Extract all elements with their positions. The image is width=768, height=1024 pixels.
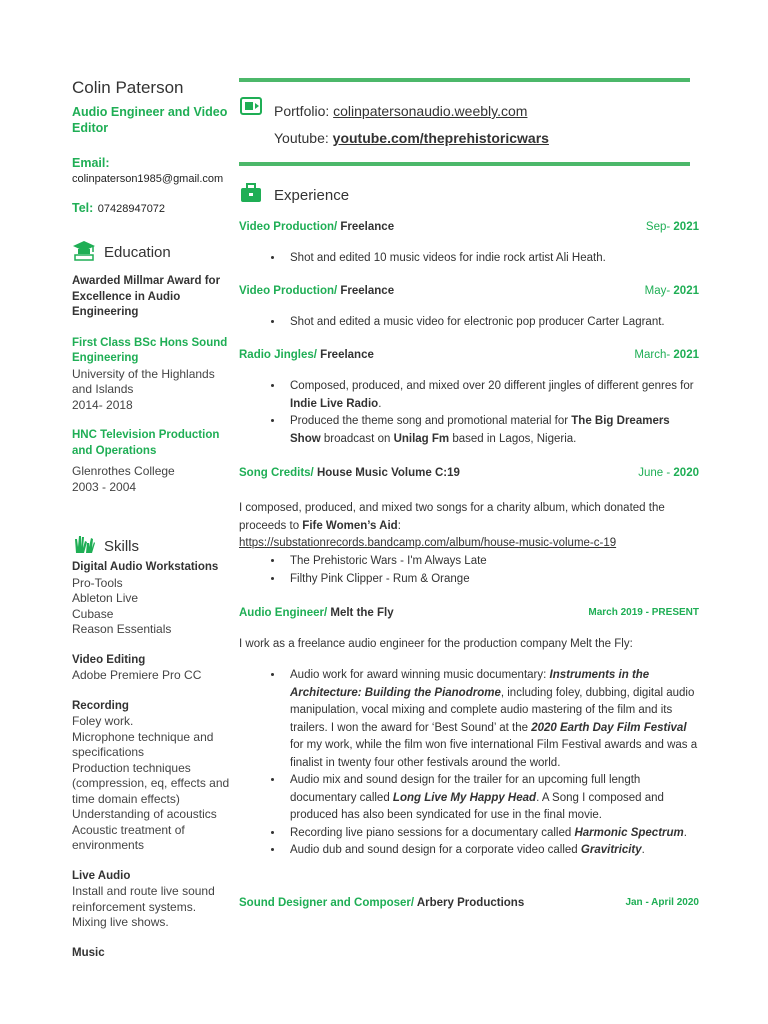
job-header [239,285,699,297]
job-bullet: • Audio mix and sound design for the trailer for an upcoming full length documentary called Long Live My Happy Head. A Song I composed and produced has also been syndicated for use in the final movie. [284,772,700,825]
daw-item: Ableton Live [72,591,139,605]
education-award: Awarded Millmar Award for Excellence in Audio Engineering [72,275,221,318]
daw-item: Cubase [72,606,114,621]
skills-heading [72,533,232,560]
job-date: Jan - April 2020 [625,897,699,908]
job-month: Sep- [645,221,671,233]
graduation-cap-icon [72,239,96,266]
job-year: 2021 [673,349,699,361]
job-month: March- [634,349,671,361]
job-bullet: • Audio work for award winning music documentary: Instruments in the Architecture: Building the Pianodrome, including foley, dubbing, digital audio manipulation, vocal mixing and complete audio mastering of the film and its trailers. I won the award for ‘Best Sound’ at the 2020 Earth Day Film Festival for my work, while the film won five international Film Festival awards and was a finalist in twenty four other festivals around the world. [284,667,700,772]
youtube-line [274,130,549,146]
job-header [239,349,699,361]
song-item: • Filthy Pink Clipper - Rum & Orange [284,571,700,589]
daw-item: Pro-Tools [72,575,123,590]
job-header [239,607,699,619]
job-org: Freelance [320,349,374,361]
song-credits-paragraph: I composed, produced, and mixed two songs for a charity album, which donated the proceeds to Fife Women’s Aid: https://substationrecords.bandcamp.com/album/house-music-volume-c-19 [239,502,665,549]
job-bullets [260,667,700,860]
portfolio-line [274,103,527,119]
recording-item: Foley work. [72,714,134,728]
song-item: • The Prehistoric Wars - I'm Always Late [284,553,700,571]
video-editing-heading: Video Editing [72,653,146,666]
portfolio-icon [239,94,263,123]
job-bullet: • Recording live piano sessions for a documentary called Harmonic Spectrum. [284,825,700,843]
top-divider [239,78,690,82]
email-address[interactable]: colinpaterson1985@gmail.com [72,173,224,185]
music-heading: Music [72,946,105,959]
recording-item: Acoustic treatment of environments [72,822,185,852]
job-bullet: • Shot and edited a music video for electronic pop producer Carter Lagrant. [284,314,700,332]
job-year: 2020 [673,467,699,479]
job-role: Video Production/ [239,221,338,233]
job-org: Arbery Productions [416,897,525,909]
briefcase-icon [239,182,263,209]
job-year: 2021 [673,221,699,233]
melt-intro: I work as a freelance audio engineer for the production company Melt the Fly: [239,638,633,650]
live-audio-item: Install and route live sound reinforcement systems. [72,884,215,914]
job-date: March 2019 - PRESENT [588,607,699,618]
tel-label: Tel: [72,201,94,215]
recording-item: Microphone technique and specifications [72,729,214,759]
portfolio-link[interactable]: colinpatersonaudio.weebly.com [333,103,528,119]
person-name: Colin Paterson [72,78,184,97]
job-org: House Music Volume C:19 [316,467,460,479]
education-title: Education [104,244,171,261]
job-org: Freelance [340,285,395,297]
job-header [239,221,699,233]
degree-2: HNC Television Production and Operations [72,429,220,457]
recording-heading: Recording [72,699,129,712]
job-org: Freelance [340,221,395,233]
live-audio-item: Mixing live shows. [72,915,169,929]
recording-item: Production techniques (compression, eq, effects and time domain effects) [72,760,230,806]
school-2: Glenrothes College [72,464,175,478]
job-year: 2021 [673,285,699,297]
youtube-label: Youtube: [274,130,329,146]
skills-title: Skills [104,538,140,555]
experience-title: Experience [274,187,350,204]
job-bullets [260,314,700,332]
job-bullet: • Audio dub and sound design for a corporate video called Gravitricity. [284,842,700,860]
years-2: 2003 - 2004 [72,479,137,494]
live-audio-heading: Live Audio [72,869,131,882]
job-header [239,897,699,909]
email-label: Email: [72,156,110,170]
daw-heading: Digital Audio Workstations [72,561,219,573]
job-header [239,467,699,479]
song-list [260,553,700,588]
job-bullet: • Shot and edited 10 music videos for indie rock artist Ali Heath. [284,250,700,268]
job-role: Sound Designer and Composer/ [239,897,415,909]
job-bullets [260,378,700,448]
job-title: Audio Engineer and Video Editor [72,105,228,135]
hands-icon [72,533,96,560]
video-editing-item: Adobe Premiere Pro CC [72,668,202,682]
job-role: Video Production/ [239,285,338,297]
daw-item: Reason Essentials [72,622,172,636]
portfolio-label: Portfolio: [274,103,330,119]
middle-divider [239,162,690,166]
degree-1: First Class BSc Hons Sound Engineering [72,336,228,364]
job-bullet: • Produced the theme song and promotional material for The Big Dreamers Show broadcast on Unilag Fm based in Lagos, Nigeria. [284,413,700,448]
job-role: Audio Engineer/ [239,607,328,619]
left-column [72,78,232,961]
job-bullet: • Composed, produced, and mixed over 20 different jingles of different genres for Indie Live Radio. [284,378,700,413]
tel-number: 07428947072 [97,203,166,215]
years-1: 2014- 2018 [72,397,133,412]
job-bullets [260,250,700,268]
job-role: Radio Jingles/ [239,349,317,361]
education-heading [72,239,232,266]
job-org: Melt the Fly [330,607,394,619]
youtube-link[interactable]: youtube.com/theprehistoricwars [332,130,549,146]
school-1: University of the Highlands and Islands [72,366,215,396]
bandcamp-link[interactable]: https://substationrecords.bandcamp.com/album/house-music-volume-c-19 [239,537,617,549]
job-month: June - [638,467,671,479]
recording-item: Understanding of acoustics [72,807,217,821]
job-month: May- [644,285,671,297]
job-role: Song Credits/ [239,467,314,479]
